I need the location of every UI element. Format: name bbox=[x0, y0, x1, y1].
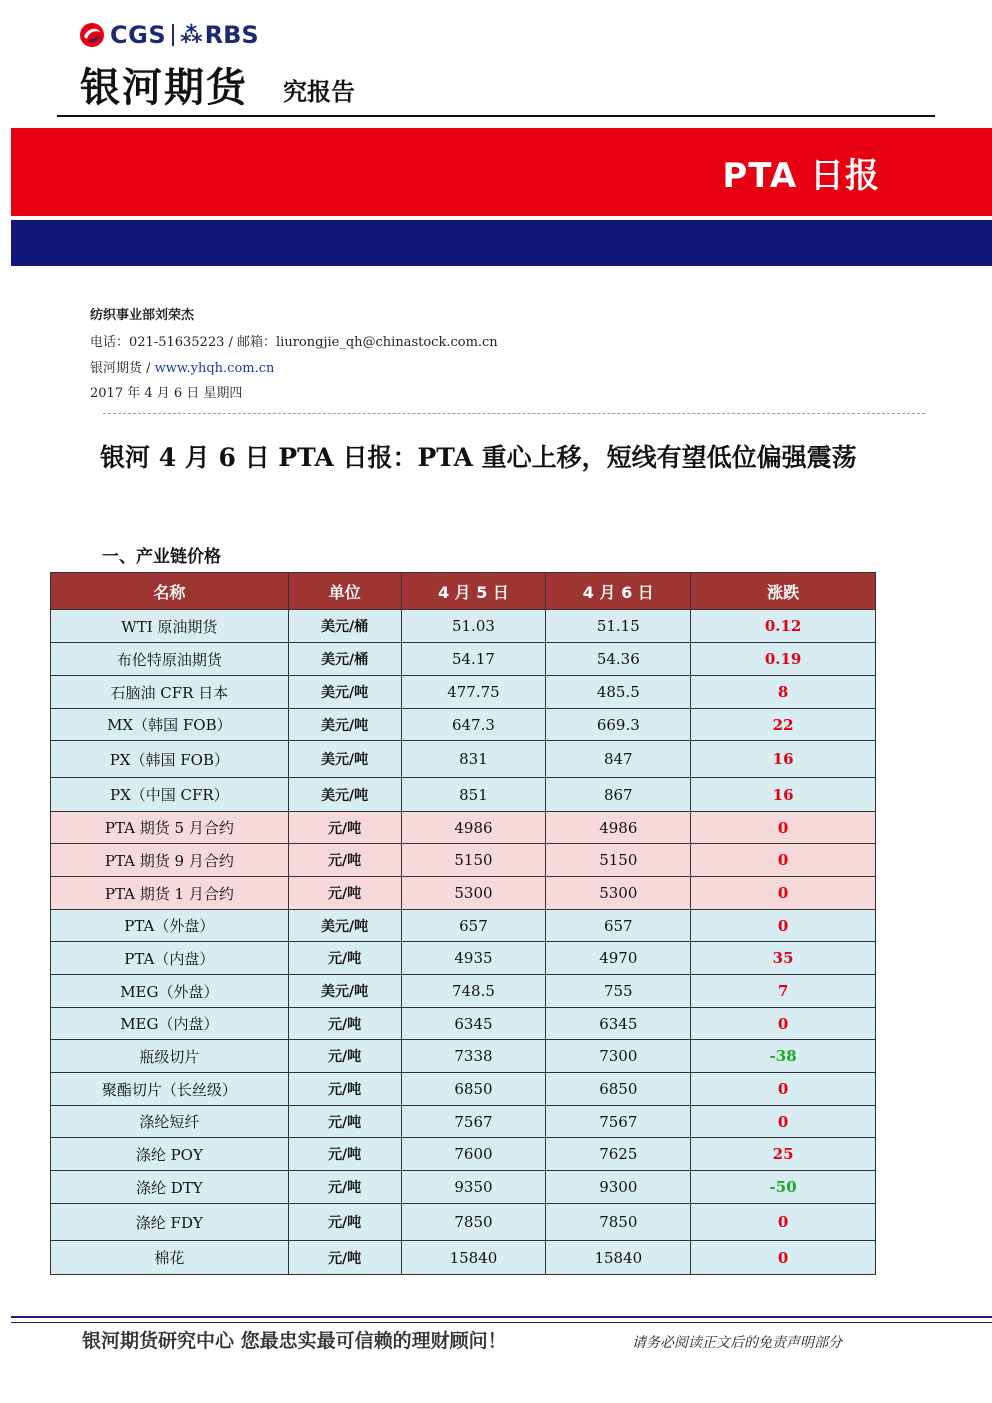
cell-change: 35 bbox=[691, 942, 876, 975]
cell-change: 0 bbox=[691, 1106, 876, 1138]
table-row bbox=[51, 1171, 876, 1204]
table-row bbox=[51, 877, 876, 910]
logo-separator bbox=[172, 24, 174, 46]
cell-apr5: 851 bbox=[401, 778, 546, 812]
cell-name: 瓶级切片 bbox=[51, 1040, 289, 1073]
table-row bbox=[51, 643, 876, 676]
footer-disclaimer: 请务必阅读正文后的免责声明部分 bbox=[632, 1335, 842, 1351]
cell-name: 涤纶 DTY bbox=[51, 1171, 289, 1204]
cell-apr6: 4986 bbox=[546, 812, 691, 844]
cell-name: PX（韩国 FOB） bbox=[51, 741, 289, 778]
cell-apr6: 7567 bbox=[546, 1106, 691, 1138]
logo-cgs-text: CGS bbox=[110, 21, 167, 49]
cell-change: 7 bbox=[691, 975, 876, 1008]
cell-name: 聚酯切片（长丝级） bbox=[51, 1073, 289, 1106]
header-rule bbox=[57, 115, 935, 117]
site-prefix: 银河期货 / bbox=[90, 361, 155, 376]
cell-unit: 元/吨 bbox=[288, 1138, 401, 1171]
dashed-divider bbox=[103, 413, 925, 414]
cell-apr5: 5150 bbox=[401, 844, 546, 877]
table-row bbox=[51, 1241, 876, 1275]
cell-apr5: 4935 bbox=[401, 942, 546, 975]
cell-unit: 元/吨 bbox=[288, 1171, 401, 1204]
cell-change: 25 bbox=[691, 1138, 876, 1171]
cell-name: MX（韩国 FOB） bbox=[51, 709, 289, 741]
cell-name: MEG（内盘） bbox=[51, 1008, 289, 1040]
cell-name: 棉花 bbox=[51, 1241, 289, 1275]
cell-change: 0 bbox=[691, 1204, 876, 1241]
cell-name: WTI 原油期货 bbox=[51, 610, 289, 643]
table-row bbox=[51, 1073, 876, 1106]
cell-change: 0 bbox=[691, 844, 876, 877]
cell-unit: 元/吨 bbox=[288, 1106, 401, 1138]
cell-change: 0.12 bbox=[691, 610, 876, 643]
cell-unit: 元/吨 bbox=[288, 942, 401, 975]
cell-unit: 元/吨 bbox=[288, 812, 401, 844]
cell-apr6: 6345 bbox=[546, 1008, 691, 1040]
footer-rule-thin bbox=[11, 1322, 992, 1323]
cell-apr5: 6345 bbox=[401, 1008, 546, 1040]
cell-unit: 美元/桶 bbox=[288, 610, 401, 643]
cell-name: PTA 期货 9 月合约 bbox=[51, 844, 289, 877]
brand-subtitle: 究报告 bbox=[283, 78, 355, 106]
site-link[interactable]: www.yhqh.com.cn bbox=[154, 361, 275, 376]
cell-unit: 美元/桶 bbox=[288, 643, 401, 676]
cell-apr6: 657 bbox=[546, 910, 691, 942]
cell-apr5: 7850 bbox=[401, 1204, 546, 1241]
table-row bbox=[51, 812, 876, 844]
cell-unit: 元/吨 bbox=[288, 1241, 401, 1275]
table-row bbox=[51, 910, 876, 942]
table-row bbox=[51, 610, 876, 643]
cell-apr5: 647.3 bbox=[401, 709, 546, 741]
cell-unit: 美元/吨 bbox=[288, 741, 401, 778]
cell-apr6: 51.15 bbox=[546, 610, 691, 643]
cell-apr5: 51.03 bbox=[401, 610, 546, 643]
cell-apr5: 831 bbox=[401, 741, 546, 778]
title-banner bbox=[11, 128, 992, 216]
cell-apr5: 4986 bbox=[401, 812, 546, 844]
cell-change: 0 bbox=[691, 1241, 876, 1275]
cell-apr6: 7300 bbox=[546, 1040, 691, 1073]
logo bbox=[78, 20, 259, 50]
table-row bbox=[51, 1204, 876, 1241]
author-dept: 纺织事业部刘荣杰 bbox=[90, 308, 195, 323]
cell-change: 0 bbox=[691, 910, 876, 942]
cell-apr5: 748.5 bbox=[401, 975, 546, 1008]
cell-change: 0 bbox=[691, 1008, 876, 1040]
report-date: 2017 年 4 月 6 日 星期四 bbox=[90, 386, 243, 401]
cell-apr6: 4970 bbox=[546, 942, 691, 975]
cell-change: 0 bbox=[691, 1073, 876, 1106]
table-row bbox=[51, 778, 876, 812]
cell-unit: 元/吨 bbox=[288, 1204, 401, 1241]
table-row bbox=[51, 975, 876, 1008]
cell-apr6: 54.36 bbox=[546, 643, 691, 676]
cell-apr6: 847 bbox=[546, 741, 691, 778]
cell-unit: 美元/吨 bbox=[288, 676, 401, 709]
cell-unit: 美元/吨 bbox=[288, 709, 401, 741]
cell-apr5: 54.17 bbox=[401, 643, 546, 676]
cell-unit: 元/吨 bbox=[288, 844, 401, 877]
cell-unit: 美元/吨 bbox=[288, 778, 401, 812]
cell-unit: 美元/吨 bbox=[288, 975, 401, 1008]
footer-slogan: 银河期货研究中心 您最忠实最可信赖的理财顾问！ bbox=[82, 1330, 507, 1352]
cell-apr6: 9300 bbox=[546, 1171, 691, 1204]
cell-apr5: 5300 bbox=[401, 877, 546, 910]
report-headline: 银河 4 月 6 日 PTA 日报：PTA 重心上移，短线有望低位偏强震荡 bbox=[100, 443, 857, 472]
header-unit: 单位 bbox=[288, 573, 401, 610]
cell-name: 涤纶短纤 bbox=[51, 1106, 289, 1138]
table-row bbox=[51, 741, 876, 778]
author-contact: 电话：021-51635223 / 邮箱：liurongjie_qh@chinastock.com.cn bbox=[90, 335, 498, 350]
cell-change: 16 bbox=[691, 741, 876, 778]
cell-apr5: 7567 bbox=[401, 1106, 546, 1138]
cell-name: 石脑油 CFR 日本 bbox=[51, 676, 289, 709]
cell-name: 涤纶 POY bbox=[51, 1138, 289, 1171]
cell-change: -50 bbox=[691, 1171, 876, 1204]
cell-name: PTA（内盘） bbox=[51, 942, 289, 975]
header-name: 名称 bbox=[51, 573, 289, 610]
table-row bbox=[51, 676, 876, 709]
cell-unit: 元/吨 bbox=[288, 1008, 401, 1040]
cell-name: MEG（外盘） bbox=[51, 975, 289, 1008]
navy-banner bbox=[11, 220, 992, 266]
cell-change: 0 bbox=[691, 877, 876, 910]
cell-change: -38 bbox=[691, 1040, 876, 1073]
logo-rbs-text: RBS bbox=[204, 21, 259, 49]
cell-change: 16 bbox=[691, 778, 876, 812]
cell-name: PTA（外盘） bbox=[51, 910, 289, 942]
cell-apr6: 15840 bbox=[546, 1241, 691, 1275]
cell-apr6: 755 bbox=[546, 975, 691, 1008]
cell-change: 0 bbox=[691, 812, 876, 844]
rbs-mark-icon: ⁂ bbox=[180, 22, 203, 48]
cell-apr5: 657 bbox=[401, 910, 546, 942]
cell-apr5: 15840 bbox=[401, 1241, 546, 1275]
table-row bbox=[51, 844, 876, 877]
cell-name: PTA 期货 1 月合约 bbox=[51, 877, 289, 910]
price-table bbox=[50, 572, 876, 1275]
cell-unit: 元/吨 bbox=[288, 1073, 401, 1106]
cell-name: PX（中国 CFR） bbox=[51, 778, 289, 812]
report-title: PTA 日报 bbox=[722, 156, 880, 196]
cell-apr5: 7338 bbox=[401, 1040, 546, 1073]
table-body bbox=[51, 610, 876, 1275]
brand-name: 银河期货 bbox=[80, 65, 248, 111]
cell-apr6: 867 bbox=[546, 778, 691, 812]
table-row bbox=[51, 1040, 876, 1073]
header-apr5: 4 月 5 日 bbox=[401, 573, 546, 610]
cell-unit: 美元/吨 bbox=[288, 910, 401, 942]
cell-apr6: 669.3 bbox=[546, 709, 691, 741]
cell-apr6: 7850 bbox=[546, 1204, 691, 1241]
cell-apr6: 485.5 bbox=[546, 676, 691, 709]
table-header-row bbox=[51, 573, 876, 610]
cell-apr5: 6850 bbox=[401, 1073, 546, 1106]
cell-apr5: 477.75 bbox=[401, 676, 546, 709]
cell-change: 8 bbox=[691, 676, 876, 709]
footer-rule bbox=[11, 1316, 992, 1318]
cell-change: 0.19 bbox=[691, 643, 876, 676]
table-row bbox=[51, 709, 876, 741]
cell-apr6: 5150 bbox=[546, 844, 691, 877]
cell-unit: 元/吨 bbox=[288, 877, 401, 910]
cell-apr6: 5300 bbox=[546, 877, 691, 910]
table-row bbox=[51, 1106, 876, 1138]
section-title: 一、产业链价格 bbox=[102, 547, 221, 567]
cell-apr5: 9350 bbox=[401, 1171, 546, 1204]
cell-name: 涤纶 FDY bbox=[51, 1204, 289, 1241]
table-row bbox=[51, 942, 876, 975]
cell-change: 22 bbox=[691, 709, 876, 741]
header-apr6: 4 月 6 日 bbox=[546, 573, 691, 610]
cgs-swirl-icon bbox=[78, 21, 106, 49]
cell-name: 布伦特原油期货 bbox=[51, 643, 289, 676]
cell-unit: 元/吨 bbox=[288, 1040, 401, 1073]
company-site bbox=[90, 357, 274, 376]
cell-apr6: 6850 bbox=[546, 1073, 691, 1106]
table-row bbox=[51, 1138, 876, 1171]
cell-apr6: 7625 bbox=[546, 1138, 691, 1171]
header-change: 涨跌 bbox=[691, 573, 876, 610]
cell-apr5: 7600 bbox=[401, 1138, 546, 1171]
table-row bbox=[51, 1008, 876, 1040]
cell-name: PTA 期货 5 月合约 bbox=[51, 812, 289, 844]
